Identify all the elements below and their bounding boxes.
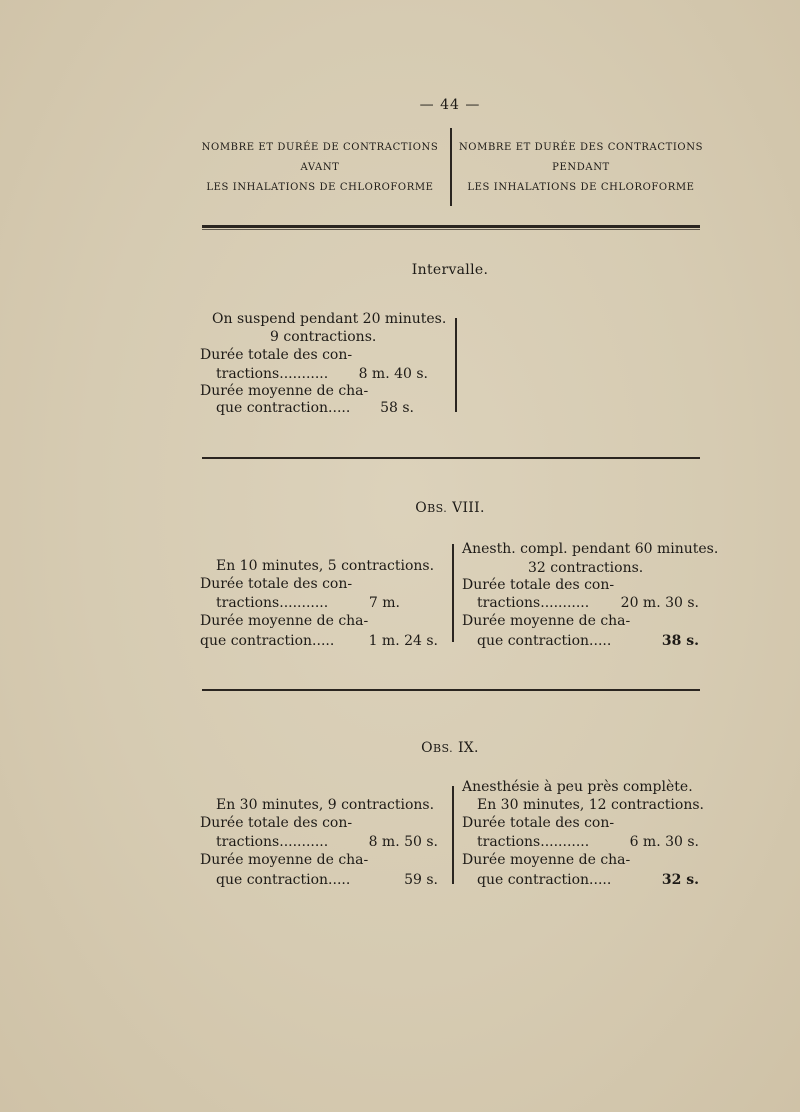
obs-8-number: VIII. (452, 500, 485, 516)
obs-8-right-line-2: 32 contractions. (528, 560, 644, 576)
header-rule-thin (202, 229, 700, 230)
page-number: — 44 — (419, 97, 481, 113)
obs-9-right-line-1: Anesthésie à peu près complète. (462, 779, 693, 795)
obs-8-left-total-value: 7 m. (368, 595, 400, 611)
obs-8-left-line-5 (200, 632, 438, 651)
intervalle-left-line-6 (216, 399, 414, 418)
obs-9-left-mean-label: que contraction..... (216, 872, 351, 888)
obs-9-left-line-3 (216, 833, 438, 852)
obs-9-left-line-1: En 30 minutes, 9 contractions. (216, 797, 435, 813)
obs-9-right-total-label: tractions........... (477, 834, 590, 850)
header-right-line-2: PENDANT (552, 162, 610, 173)
obs-9-left-total-label: tractions........... (216, 834, 329, 850)
header-right (458, 138, 704, 198)
obs-9-right-line-2: En 30 minutes, 12 contractions. (477, 797, 704, 813)
obs-9-prefix: O (421, 740, 433, 756)
obs-8-left-line-2: Durée totale des con- (200, 576, 353, 592)
header-left-line-3: LES INHALATIONS DE CHLOROFORME (206, 182, 434, 193)
section-title-obs-9 (0, 740, 800, 756)
obs-8-right-line-6 (477, 632, 699, 651)
obs-8-right-line-5: Durée moyenne de cha- (462, 613, 631, 629)
header-left (198, 138, 442, 198)
obs-9-right-line-5: Durée moyenne de cha- (462, 852, 631, 868)
obs-9-number: IX. (457, 740, 479, 756)
intervalle-left-line-2: 9 contractions. (270, 329, 377, 345)
intervalle-left-line-3: Durée totale des con- (200, 347, 353, 363)
obs-8-right-line-3: Durée totale des con- (462, 577, 615, 593)
obs-8-right-total-value: 20 m. 30 s. (620, 595, 699, 611)
obs-9-prefix-sc: BS. (432, 742, 454, 755)
obs-8-left-line-1: En 10 minutes, 5 contractions. (216, 558, 435, 574)
header-divider (450, 128, 452, 206)
obs-9-right-line-6 (477, 871, 699, 890)
intervalle-left-line-1: On suspend pendant 20 minutes. (212, 311, 447, 327)
section-rule-2 (202, 689, 700, 691)
obs-8-right-line-1: Anesth. compl. pendant 60 minutes. (462, 541, 719, 557)
obs-9-right-mean-label: que contraction..... (477, 872, 612, 888)
obs-8-prefix: O (415, 500, 428, 516)
obs-9-left-mean-value: 59 s. (404, 872, 438, 888)
obs-8-left-line-3 (216, 594, 400, 613)
obs-9-right-mean-value: 32 s. (661, 872, 699, 888)
obs-9-right-line-3: Durée totale des con- (462, 815, 615, 831)
obs-9-left-line-5 (216, 871, 438, 890)
obs-8-left-mean-value: 1 m. 24 s. (368, 633, 438, 649)
obs-8-prefix-sc: BS. (427, 502, 448, 515)
section-rule-1 (202, 457, 700, 459)
obs-8-divider (452, 544, 454, 642)
obs-8-left-total-label: tractions........... (216, 595, 329, 611)
obs-8-right-total-label: tractions........... (477, 595, 590, 611)
obs-9-right-total-value: 6 m. 30 s. (629, 834, 699, 850)
section-title-obs-8 (0, 500, 800, 516)
obs-9-left-line-2: Durée totale des con- (200, 815, 353, 831)
intervalle-left-line-5: Durée moyenne de cha- (200, 383, 369, 399)
header-rule (202, 225, 700, 228)
intervalle-total-value: 8 m. 40 s. (358, 366, 428, 382)
intervalle-mean-label: que contraction..... (216, 400, 351, 416)
obs-8-left-line-4: Durée moyenne de cha- (200, 613, 369, 629)
intervalle-mean-value: 58 s. (380, 400, 414, 416)
header-right-line-1: NOMBRE ET DURÉE DES CONTRACTIONS (458, 142, 704, 153)
obs-9-left-total-value: 8 m. 50 s. (368, 834, 438, 850)
obs-9-left-line-4: Durée moyenne de cha- (200, 852, 369, 868)
obs-8-left-mean-label: que contraction..... (200, 633, 335, 649)
obs-8-right-mean-value: 38 s. (661, 633, 699, 649)
intervalle-divider (455, 318, 457, 412)
header-left-line-2: AVANT (300, 162, 340, 173)
header-right-line-3: LES INHALATIONS DE CHLOROFORME (467, 182, 695, 193)
obs-9-right-line-4 (477, 833, 699, 852)
obs-8-right-line-4 (477, 594, 699, 613)
header-left-line-1: NOMBRE ET DURÉE DE CONTRACTIONS (201, 142, 439, 153)
obs-9-divider (452, 786, 454, 884)
intervalle-total-label: tractions........... (216, 366, 329, 382)
section-title-intervalle: Intervalle. (411, 262, 489, 278)
obs-8-right-mean-label: que contraction..... (477, 633, 612, 649)
intervalle-left-line-4 (216, 365, 428, 384)
